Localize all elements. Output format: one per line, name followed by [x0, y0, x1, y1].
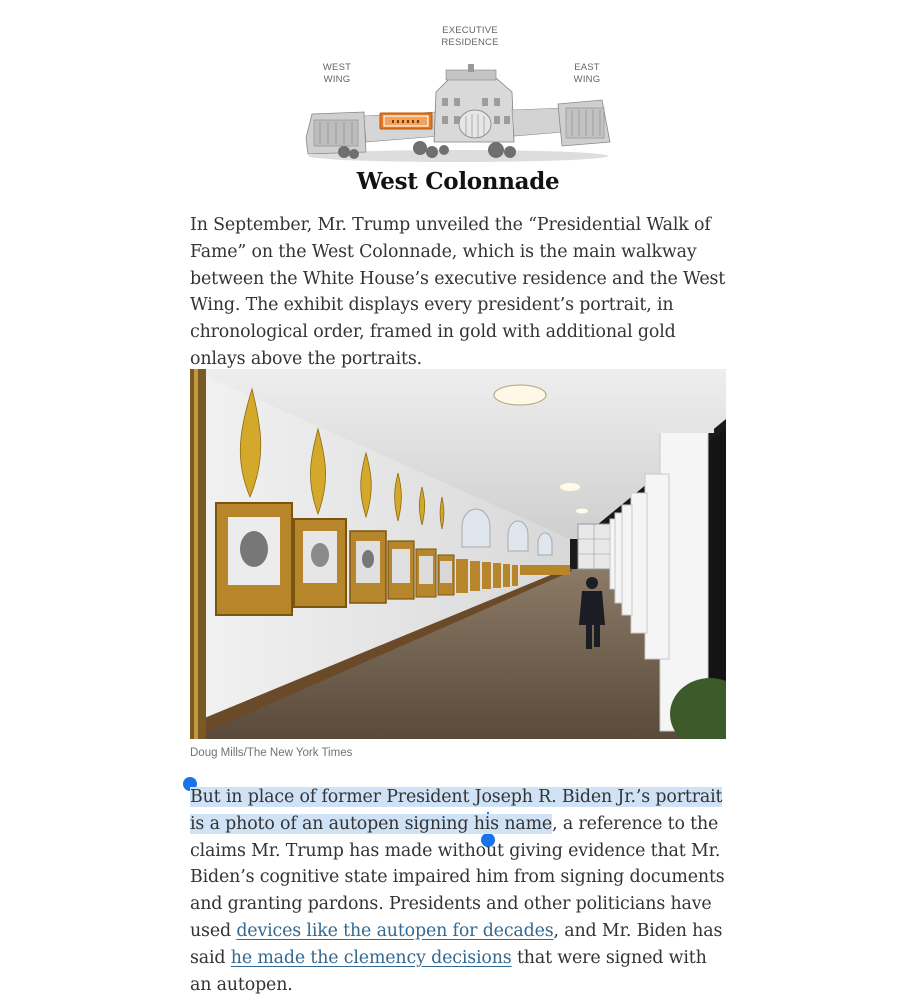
paragraph-text-c: that were signed with an autopen.	[190, 947, 707, 995]
paragraph-autopen	[190, 784, 730, 998]
colonnade-photo	[190, 369, 726, 739]
photo-credit: Doug Mills/The New York Times	[190, 747, 353, 759]
white-house-locator-diagram	[300, 20, 615, 170]
paragraph-text-a: , a reference to the claims Mr. Trump has made without giving evidence that Mr. Biden’s cognitive state impaired him from signing documents and granting pardons. Presidents and other politicians have used	[190, 813, 725, 941]
west-wing-label: WEST WING	[322, 62, 352, 85]
link-clemency-decisions[interactable]: he made the clemency decisions	[230, 947, 512, 968]
paragraph-intro: In September, Mr. Trump unveiled the “Presidential Walk of Fame” on the West Colonnade, which is the main walkway between the White House’s executive residence and the West Wing. The exhibit displays every president’s portrait, in chronological order, framed in gold with additional gold onlays above the portraits.	[190, 215, 726, 369]
section-title: West Colonnade	[356, 168, 560, 195]
link-autopen-devices[interactable]: devices like the autopen for decades	[236, 920, 554, 941]
east-wing-label: EAST WING	[573, 62, 601, 85]
selected-text[interactable]: But in place of former President Joseph R. Biden Jr.’s portrait is a photo of an autopen signing his name	[190, 787, 723, 834]
executive-residence-label: EXECUTIVE RESIDENCE	[441, 25, 499, 48]
paragraph-text-b: , and Mr. Biden has said	[190, 920, 723, 968]
white-house-illustration	[300, 20, 615, 170]
colonnade-photo-illustration	[190, 369, 726, 739]
